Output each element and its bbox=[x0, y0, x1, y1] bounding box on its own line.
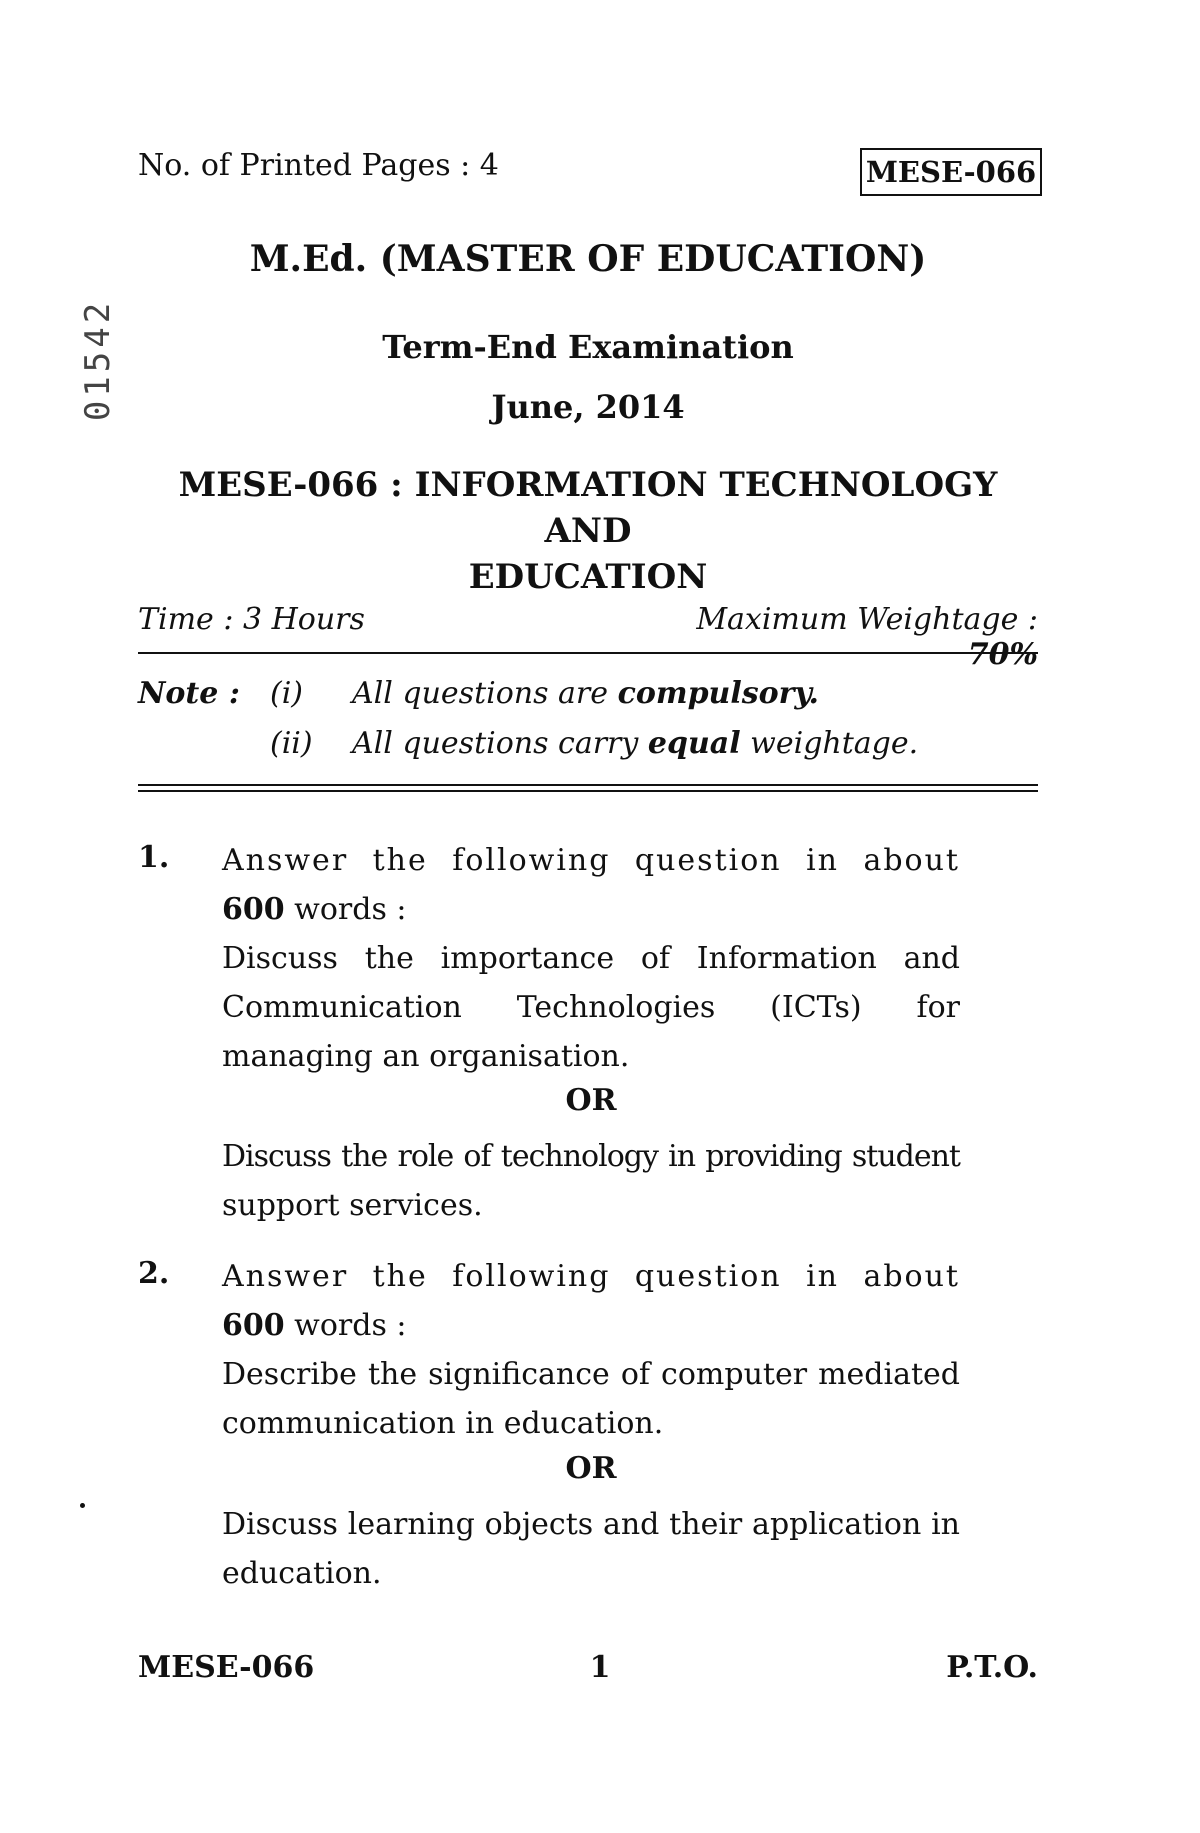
question-text-line: managing an organisation. bbox=[222, 1039, 630, 1074]
words-label: words : bbox=[284, 1308, 407, 1343]
note-label: Note : bbox=[138, 676, 240, 711]
question-2-body bbox=[222, 1252, 960, 1448]
question-text-line: Discuss the role of technology in providing student bbox=[222, 1139, 960, 1174]
exam-date: June, 2014 bbox=[491, 388, 685, 426]
question-instruction: Answer the following question in about bbox=[222, 1259, 960, 1294]
weightage-value: 70% bbox=[967, 637, 1038, 672]
divider-top bbox=[138, 652, 1038, 654]
words-label: words : bbox=[284, 892, 407, 927]
note-item-2-text: All questions carry bbox=[352, 726, 639, 761]
question-2-alternative bbox=[222, 1500, 960, 1598]
or-separator: OR bbox=[565, 1083, 617, 1118]
note-item-2-rest: weightage. bbox=[750, 726, 919, 761]
exam-time: Time : 3 Hours bbox=[138, 602, 365, 637]
question-text-line: Discuss learning objects and their application in bbox=[222, 1507, 960, 1542]
question-text-line: Discuss the importance of Information and bbox=[222, 941, 960, 976]
exam-type: Term-End Examination bbox=[382, 328, 794, 366]
footer-page-number: 1 bbox=[589, 1650, 611, 1685]
note-item-1-bold: compulsory. bbox=[617, 676, 819, 711]
question-number: 1. bbox=[138, 840, 170, 875]
program-title: M.Ed. (MASTER OF EDUCATION) bbox=[249, 238, 927, 280]
divider-bottom-double bbox=[138, 790, 1038, 792]
or-separator: OR bbox=[565, 1451, 617, 1486]
question-1-alternative bbox=[222, 1132, 960, 1230]
divider-bottom bbox=[138, 784, 1038, 786]
course-code: MESE-066 bbox=[865, 155, 1037, 189]
course-title-line1: MESE-066 : INFORMATION TECHNOLOGY AND bbox=[178, 465, 998, 551]
question-text-line: education. bbox=[222, 1556, 382, 1591]
footer-course-code: MESE-066 bbox=[138, 1650, 315, 1685]
stray-dot bbox=[80, 1503, 85, 1508]
note-item-number: (i) bbox=[270, 676, 304, 711]
serial-number: 01542 bbox=[78, 298, 118, 422]
note-item-1-text: All questions are bbox=[352, 676, 609, 711]
question-text-line: communication in education. bbox=[222, 1406, 664, 1441]
question-text-line: Describe the significance of computer mediated bbox=[222, 1357, 960, 1392]
weightage-label: Maximum Weightage : bbox=[696, 602, 1038, 637]
word-count: 600 bbox=[222, 1308, 285, 1343]
word-count: 600 bbox=[222, 892, 285, 927]
printed-pages: No. of Printed Pages : 4 bbox=[138, 148, 499, 183]
question-text-line: Communication Technologies (ICTs) for bbox=[222, 990, 960, 1025]
question-number: 2. bbox=[138, 1256, 170, 1291]
course-title-line2: EDUCATION bbox=[468, 557, 708, 597]
note-item-2-bold: equal bbox=[647, 726, 741, 761]
note-item-text bbox=[352, 676, 819, 711]
max-weightage bbox=[640, 602, 1038, 672]
question-instruction-words bbox=[222, 1301, 960, 1350]
course-code-box bbox=[860, 148, 1042, 196]
question-1-body bbox=[222, 836, 960, 1081]
question-text-line: support services. bbox=[222, 1188, 483, 1223]
question-instruction: Answer the following question in about bbox=[222, 843, 960, 878]
course-title bbox=[138, 462, 1038, 600]
note-item-number: (ii) bbox=[270, 726, 313, 761]
note-item-text bbox=[352, 726, 918, 761]
question-instruction-words bbox=[222, 885, 960, 934]
footer-pto: P.T.O. bbox=[946, 1650, 1038, 1685]
